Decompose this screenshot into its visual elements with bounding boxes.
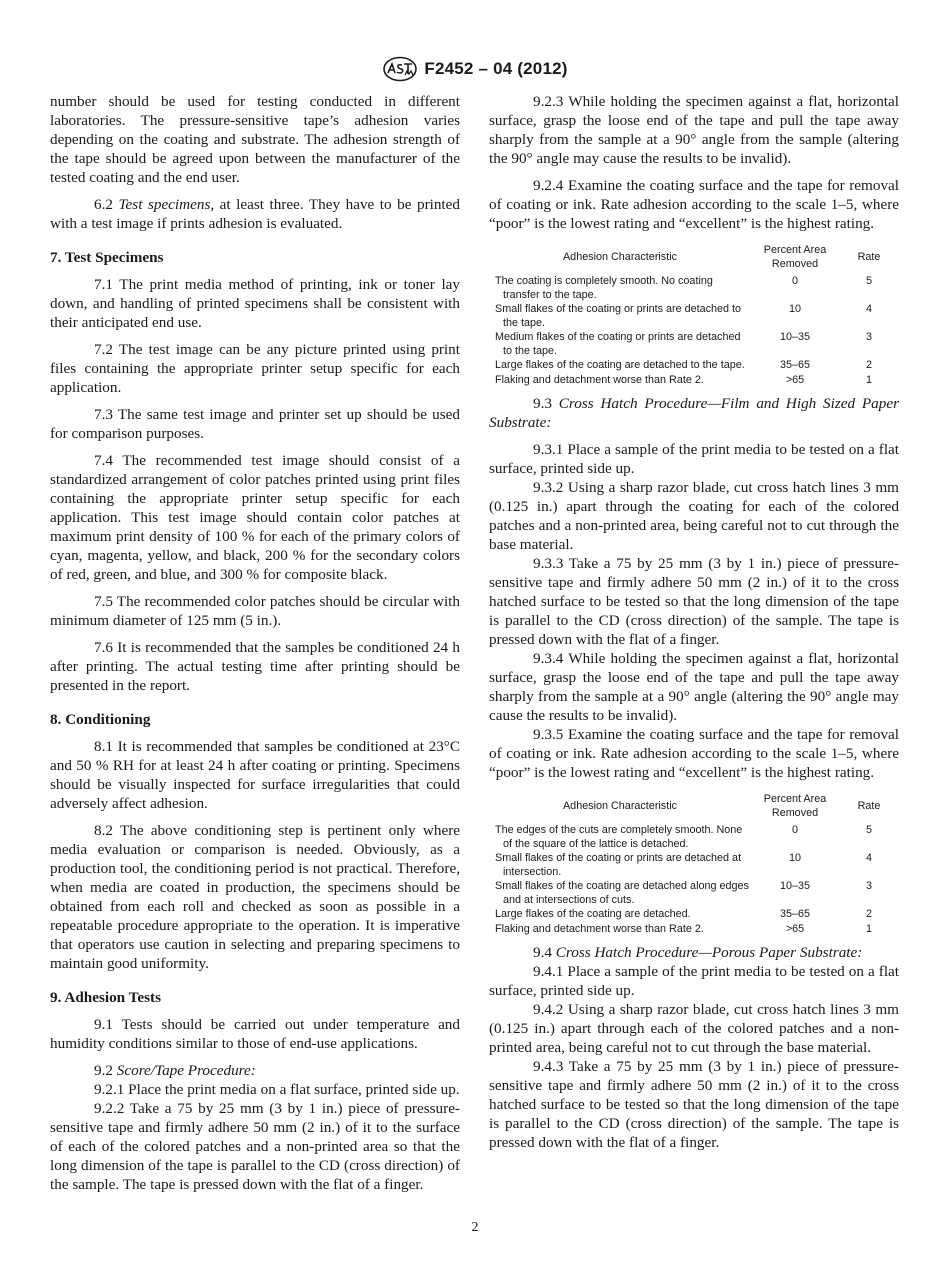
astm-logo-icon (382, 56, 418, 82)
table-cell: 1 (865, 922, 872, 935)
table-header: Percent Area Removed (763, 244, 827, 270)
table-cell: Large flakes of the coating are detached. (495, 908, 691, 920)
paragraph-9-3-5: 9.3.5 Examine the coating surface and the tape for removal of coating or ink. Rate adhesion according to the scale 1–5, where “poor” is the lowest rating and “excellent” is the highest rating. (489, 726, 899, 781)
section-number: 9.3 (533, 395, 552, 412)
paragraph-continued: number should be used for testing conducted in different laboratories. The pressure-sensitive tape’s adhesion varies depending on the coating and substrate. The adhesion strength of the tape should be agreed upon between the manufacturer of the tested coating and the end user. (50, 93, 460, 186)
table-row (489, 303, 899, 331)
section-title: Cross Hatch Procedure—Film and High Sized Paper Substrate: (489, 395, 900, 431)
paragraph-9-3-1: 9.3.1 Place a sample of the print media to be tested on a flat surface, printed side up. (489, 441, 899, 477)
table-cell: 5 (865, 824, 872, 836)
paragraph-7-1: 7.1 The print media method of printing, ink or toner lay down, and handling of printed specimens shall be consistent with their anticipated end use. (50, 276, 460, 331)
paragraph-8-2: 8.2 The above conditioning step is pertinent only where media evaluation or comparison is needed. Obviously, as a production tool, the conditioning period is not practical. Therefore, when media are coated in production, the specimens should be obtained from each roll and checked as soon as possible in a repeatable procedure appropriate to the operation. It is imperative that operators use caution in selecting and preparing specimens to maintain good uniformity. (50, 822, 460, 972)
table-cell: 10–35 (779, 880, 811, 892)
table-header: Adhesion Characteristic (562, 799, 678, 812)
table-header: Rate (857, 799, 881, 812)
section-title: Cross Hatch Procedure—Porous Paper Substrate: (555, 944, 863, 961)
table-cell: Large flakes of the coating are detached to the tape. (495, 359, 745, 371)
table-cell: 4 (865, 852, 872, 864)
table-header-row (489, 241, 899, 275)
paragraph-9-3-2: 9.3.2 Using a sharp razor blade, cut cross hatch lines 3 mm (0.125 in.) apart through the coating for each of the colored patches and a non-printed area, being careful not to cut through the base material. (489, 479, 899, 553)
paragraph-9-3-4: 9.3.4 While holding the specimen against a flat, horizontal surface, grasp the loose end of the tape and pull the tape away sharply from the sample at a 90° angle (altering the 90° angle may cause the results to be invalid). (489, 650, 899, 724)
section-title: Score/Tape Procedure: (116, 1062, 256, 1079)
table-row (489, 275, 899, 303)
table-cell: >65 (785, 922, 805, 935)
heading-7: 7. Test Specimens (50, 249, 164, 266)
paragraph-6-2 (50, 195, 460, 233)
table-cell: Small flakes of the coating or prints are detached to the tape. (495, 303, 742, 329)
table-cell: Medium flakes of the coating or prints are detached to the tape. (495, 331, 741, 357)
table-cell: 1 (865, 373, 872, 386)
section-number: 9.4 (533, 944, 552, 961)
table-row (489, 374, 899, 389)
section-text: at least three. They have to be printed with a test image if prints adhesion is evaluated. (50, 196, 460, 232)
paragraph-9-1: 9.1 Tests should be carried out under temperature and humidity conditions similar to those of end-use applications. (50, 1016, 460, 1052)
table-cell: Small flakes of the coating or prints are detached at intersection. (495, 852, 742, 878)
table-cell: 0 (791, 275, 798, 287)
section-title: Test specimens, (118, 196, 215, 213)
paragraph-9-4-3: 9.4.3 Take a 75 by 25 mm (3 by 1 in.) piece of pressure-sensitive tape and firmly adhere 50 mm (2 in.) of it to the cross hatched surface to be tested so that the long dimension of the tape is parallel to the CD (cross direction) of the sample. The tape is pressed down with the flat of a finger. (489, 1058, 899, 1151)
table-cell: Flaking and detachment worse than Rate 2. (495, 922, 704, 935)
table-cell: The coating is completely smooth. No coating transfer to the tape. (495, 275, 713, 301)
section-number: 6.2 (94, 196, 113, 213)
table-row (489, 331, 899, 359)
table-row (489, 880, 899, 908)
table-cell: 4 (865, 303, 872, 315)
table-row (489, 908, 899, 923)
adhesion-rating-table-2 (489, 790, 899, 937)
table-cell: 35–65 (779, 359, 811, 371)
heading-8: 8. Conditioning (50, 711, 151, 728)
paragraph-9-4 (489, 943, 899, 962)
paragraph-9-2-2: 9.2.2 Take a 75 by 25 mm (3 by 1 in.) piece of pressure-sensitive tape and firmly adhere 50 mm (2 in.) of it to the surface of each of the colored patches and a non-printed area so that the long dimension of the tape is parallel to the CD (cross direction) of the sample. The tape is pressed down with the flat of a finger. (50, 1100, 460, 1193)
table-cell: 10–35 (779, 331, 811, 343)
paragraph-9-4-1: 9.4.1 Place a sample of the print media to be tested on a flat surface, printed side up. (489, 963, 899, 999)
table-cell: 3 (865, 880, 872, 892)
table-row (489, 852, 899, 880)
table-cell: 35–65 (779, 908, 811, 920)
table-header: Percent Area Removed (763, 793, 827, 819)
table-cell: >65 (785, 373, 805, 386)
table-cell: Small flakes of the coating are detached along edges and at intersections of cuts. (495, 880, 749, 906)
paragraph-9-2-4: 9.2.4 Examine the coating surface and the tape for removal of coating or ink. Rate adhesion according to the scale 1–5, where “poor” is the lowest rating and “excellent” is the highest rating. (489, 177, 899, 232)
paragraph-8-1: 8.1 It is recommended that samples be conditioned at 23°C and 50 % RH for at least 24 h after coating or printing. Specimens should be visually inspected for surface irregularities that could adversely affect adhesion. (50, 738, 460, 812)
table-header-row (489, 790, 899, 824)
table-cell: The edges of the cuts are completely smooth. None of the square of the lattice is detached. (495, 824, 743, 850)
paragraph-9-2-1: 9.2.1 Place the print media on a flat surface, printed side up. (94, 1081, 460, 1098)
heading-9: 9. Adhesion Tests (50, 989, 161, 1006)
paragraph-7-2: 7.2 The test image can be any picture printed using print files containing the appropriate printer setup specific for each application. (50, 341, 460, 396)
right-column (489, 92, 899, 1160)
table-cell: Flaking and detachment worse than Rate 2. (495, 373, 704, 386)
paragraph-7-5: 7.5 The recommended color patches should be circular with minimum diameter of 125 mm (5 in.). (50, 593, 460, 629)
paragraph-9-2-3: 9.2.3 While holding the specimen against a flat, horizontal surface, grasp the loose end of the tape and pull the tape away sharply from the sample at a 90° angle from the sample (altering the 90° angle may cause the results to be invalid). (489, 93, 899, 167)
adhesion-rating-table-1 (489, 241, 899, 388)
paragraph-7-3: 7.3 The same test image and printer set up should be used for comparison purposes. (50, 406, 460, 442)
table-cell: 2 (865, 359, 872, 371)
table-cell: 10 (788, 852, 801, 864)
table-header: Adhesion Characteristic (562, 250, 678, 263)
paragraph-7-6: 7.6 It is recommended that the samples be conditioned 24 h after printing. The actual testing time after printing should be presented in the report. (50, 639, 460, 694)
left-column (50, 92, 460, 1202)
standard-id: F2452 – 04 (2012) (424, 59, 568, 78)
table-row (489, 824, 899, 852)
table-row (489, 923, 899, 938)
table-row (489, 359, 899, 374)
paragraph-9-3 (489, 394, 899, 432)
page-header (0, 54, 950, 84)
table-cell: 10 (788, 303, 801, 315)
table-cell: 0 (791, 824, 798, 836)
table-cell: 3 (865, 331, 872, 343)
table-cell: 2 (865, 908, 872, 920)
section-number: 9.2 (94, 1062, 113, 1079)
paragraph-9-2 (50, 1061, 460, 1080)
paragraph-9-3-3: 9.3.3 Take a 75 by 25 mm (3 by 1 in.) piece of pressure-sensitive tape and firmly adhere 50 mm (2 in.) of it to the cross hatched surface to be tested so that the long dimension of the tape is parallel to the CD (cross direction) of the sample. The tape is pressed down with the flat of a finger. (489, 555, 899, 648)
table-header: Rate (857, 250, 881, 263)
table-cell: 5 (865, 275, 872, 287)
paragraph-9-4-2: 9.4.2 Using a sharp razor blade, cut cross hatch lines 3 mm (0.125 in.) apart through each of the colored patches and a non-printed area, being careful not to cut through the base material. (489, 1001, 899, 1056)
page-number: 2 (471, 1220, 479, 1235)
paragraph-7-4: 7.4 The recommended test image should consist of a standardized arrangement of color patches printed using print files containing the appropriate printer setup specific for each application. This test image should contain color patches at maximum print density of 100 % for each of the primary colors of cyan, magenta, yellow, and black, 200 % for the secondary colors of red, green, and blue, and 300 % for composite black. (50, 452, 460, 583)
